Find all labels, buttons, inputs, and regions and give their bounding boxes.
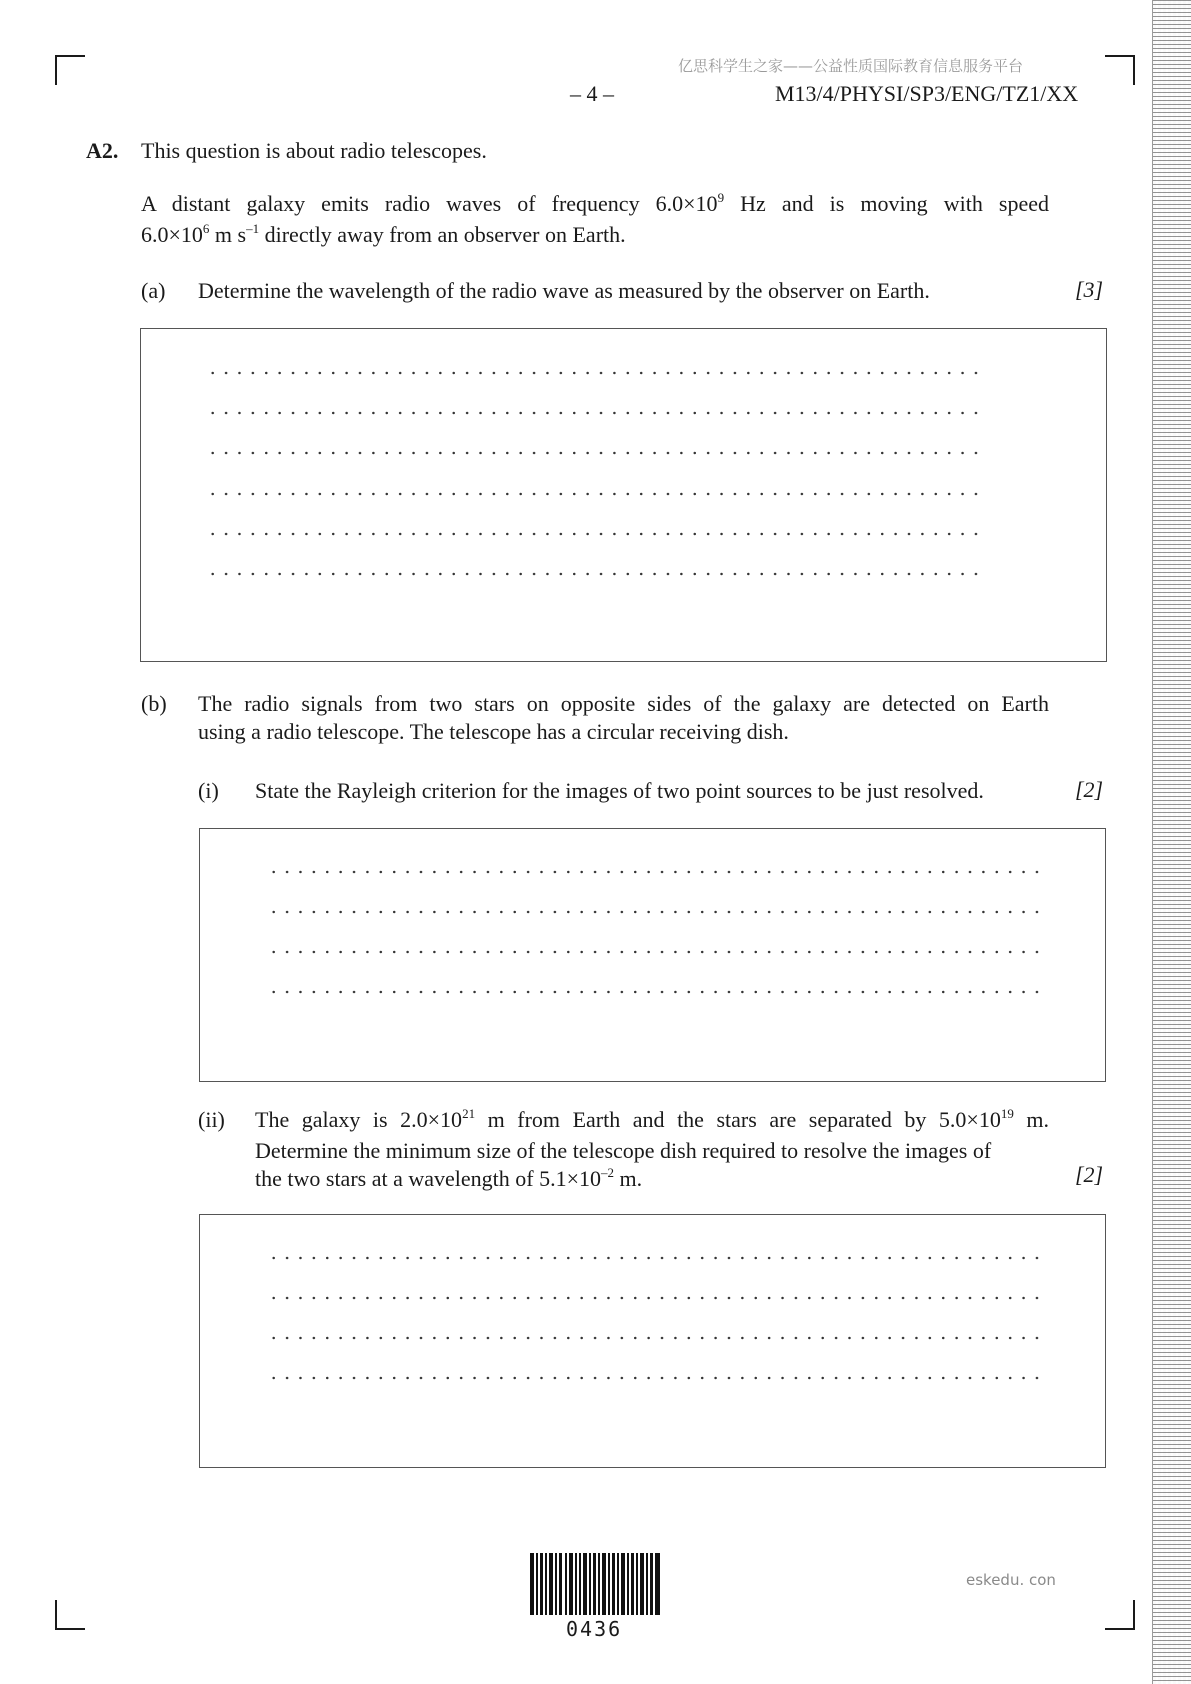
answer-line[interactable] [206,411,981,415]
question-stem [141,190,1049,252]
answer-line[interactable] [267,1336,1042,1340]
crop-mark-bottom-left [55,1600,85,1630]
answer-line[interactable] [267,950,1042,954]
answer-line[interactable] [267,1376,1042,1380]
part-b-label: (b) [141,691,167,716]
watermark-text: 亿思科学生之家——公益性质国际教育信息服务平台 [678,57,1024,75]
part-a-text: Determine the wavelength of the radio wave as measured by the observer on Earth. [198,278,930,303]
part-b-ii-line-2: Determine the minimum size of the telescope dish required to resolve the images of [255,1138,992,1163]
barcode [530,1553,660,1615]
crop-mark-bottom-right [1105,1600,1135,1630]
part-b-ii-marks: [2] [1075,1162,1104,1187]
answer-line[interactable] [267,910,1042,914]
stem-line-2: $6.0\times 10^6$ m $s^{-1}$ directly away from an observer on Earth. [141,221,626,247]
part-b-i-text: State the Rayleigh criterion for the images of two point sources to be just resolved. [255,778,984,803]
part-b-ii-answer-box[interactable] [199,1214,1106,1468]
site-watermark: eskedu. con [966,1571,1056,1589]
question-number: A2. [86,138,119,163]
answer-line[interactable] [206,532,981,536]
answer-line[interactable] [206,572,981,576]
answer-line[interactable] [267,1256,1042,1260]
question-intro: This question is about radio telescopes. [141,138,487,163]
part-b-i-marks: [2] [1075,777,1104,802]
part-a-answer-box[interactable] [140,328,1107,662]
page-number: – 4 – [570,81,614,106]
part-a-label: (a) [141,278,166,303]
crop-mark-top-left [55,55,85,85]
answer-line[interactable] [267,1296,1042,1300]
answer-line[interactable] [206,451,981,455]
answer-line[interactable] [267,990,1042,994]
page-edge-pattern [1152,0,1191,1684]
part-b-i-answer-box[interactable] [199,828,1106,1082]
paper-code: M13/4/PHYSI/SP3/ENG/TZ1/XX [775,81,1079,106]
part-a-marks: [3] [1075,277,1104,302]
crop-mark-top-right [1105,55,1135,85]
part-b-line-2: using a radio telescope. The telescope has a circular receiving dish. [198,719,789,744]
part-b-ii-line-3: the two stars at a wavelength of $5.1\times 10^{-2}$ m. [255,1165,643,1191]
barcode-number: 0436 [566,1617,623,1641]
part-b-ii-line-1: The galaxy is $2.0\times 10^{21}$ m from Earth and the stars are separated by $5.0\times 10^{19}$ m. [255,1106,1049,1132]
answer-line[interactable] [267,870,1042,874]
part-b-i-label: (i) [198,778,219,803]
part-b-ii-text [255,1106,1049,1196]
stem-line-1: A distant galaxy emits radio waves of frequency $6.0\times 10^9$ Hz and is moving with speed [141,190,1049,216]
part-b-ii-label: (ii) [198,1107,225,1132]
part-b-line-1: The radio signals from two stars on opposite sides of the galaxy are detected on Earth [198,691,1049,716]
answer-line[interactable] [206,492,981,496]
answer-line[interactable] [206,371,981,375]
part-b-text [198,690,1049,746]
